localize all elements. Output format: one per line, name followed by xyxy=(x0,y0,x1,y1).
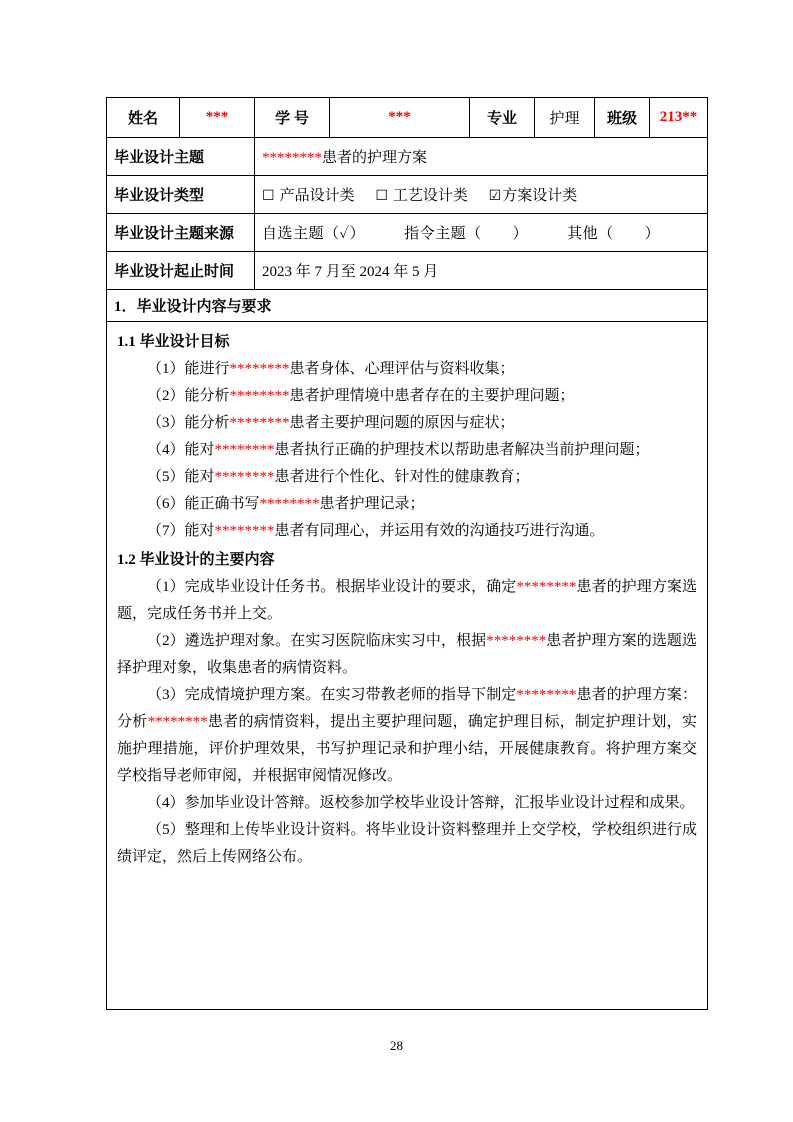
type-option-process xyxy=(375,188,468,204)
main-content-item xyxy=(117,682,697,790)
goal-text: 患者护理记录； xyxy=(319,496,425,512)
masked-text: ******** xyxy=(259,496,320,512)
masked-text: ******** xyxy=(214,523,275,539)
masked-text: ******** xyxy=(214,469,275,485)
type-option-label: 工艺设计类 xyxy=(392,188,468,204)
topic-value xyxy=(255,138,708,176)
checkbox-unchecked-icon: ☐ xyxy=(262,188,275,204)
goal-text: 患者主要护理问题的原因与症状； xyxy=(289,415,515,431)
paragraph-text: 患者的护理方案：分析 xyxy=(117,687,697,730)
major-value: 护理 xyxy=(535,98,595,138)
goals-heading: 1.1 毕业设计目标 xyxy=(117,334,230,350)
paragraph-text: （3）完成情境护理方案。在实习带教老师的指导下制定 xyxy=(147,687,517,703)
goal-item xyxy=(117,518,697,545)
main-content-heading: 1.2 毕业设计的主要内容 xyxy=(117,552,275,568)
page-number: 28 xyxy=(390,1038,403,1053)
goal-item xyxy=(117,356,697,383)
class-label: 班级 xyxy=(595,98,650,138)
section1-heading: 1．毕业设计内容与要求 xyxy=(107,290,708,322)
section1-content xyxy=(107,322,708,1010)
masked-text: ******** xyxy=(486,633,547,649)
masked-text: ******** xyxy=(262,150,322,166)
paragraph-text: 患者护理方案的选题选择护理对象，收集患者的病情资料。 xyxy=(117,633,697,676)
masked-text: ******** xyxy=(214,442,275,458)
paragraph-text: （4）参加毕业设计答辩。返校参加学校毕业设计答辩，汇报毕业设计过程和成果。 xyxy=(147,795,695,811)
checkbox-unchecked-icon: ☐ xyxy=(375,188,388,204)
paragraph-text: 患者的护理方案选题，完成任务书并上交。 xyxy=(117,579,697,622)
type-option-plan xyxy=(489,188,578,204)
goal-text: （4）能对 xyxy=(147,442,215,458)
student-info-row xyxy=(107,98,708,138)
main-content-item xyxy=(117,790,697,817)
student-id-label: 学 号 xyxy=(255,98,330,138)
paragraph-text: （1）完成毕业设计任务书。根据毕业设计的要求，确定 xyxy=(147,579,517,595)
goal-item xyxy=(117,491,697,518)
paragraph-text: （5）整理和上传毕业设计资料。将毕业设计资料整理并上交学校，学校组织进行成绩评定，然后上传网络公布。 xyxy=(117,822,697,865)
student-id-value: *** xyxy=(330,98,470,138)
masked-text: ******** xyxy=(516,579,577,595)
goal-text: （1）能进行 xyxy=(147,361,230,377)
type-options xyxy=(255,176,708,214)
type-option-label: 方案设计类 xyxy=(502,188,578,204)
masked-text: ******** xyxy=(229,415,290,431)
goal-item xyxy=(117,464,697,491)
type-option-label: 产品设计类 xyxy=(279,188,355,204)
topic-label: 毕业设计主题 xyxy=(107,138,255,176)
type-label: 毕业设计类型 xyxy=(107,176,255,214)
goal-text: （7）能对 xyxy=(147,523,215,539)
paragraph-text: （2）遴选护理对象。在实习医院临床实习中，根据 xyxy=(147,633,487,649)
section1-content-row xyxy=(107,322,708,1010)
source-label: 毕业设计主题来源 xyxy=(107,214,255,252)
goal-item xyxy=(117,410,697,437)
masked-text: ******** xyxy=(516,687,577,703)
paragraph-text: 患者的病情资料，提出主要护理问题，确定护理目标，制定护理计划，实施护理措施，评价护理效果，书写护理记录和护理小结，开展健康教育。将护理方案交学校指导老师审阅，并根据审阅情况修改。 xyxy=(117,714,697,784)
goal-text: 患者护理情境中患者存在的主要护理问题； xyxy=(289,388,575,404)
topic-value-text: 患者的护理方案 xyxy=(322,150,428,166)
goal-item xyxy=(117,437,697,464)
main-content-item xyxy=(117,628,697,682)
time-label: 毕业设计起止时间 xyxy=(107,252,255,290)
name-label: 姓名 xyxy=(107,98,180,138)
goal-text: 患者执行正确的护理技术以帮助患者解决当前护理问题； xyxy=(274,442,650,458)
masked-text: ******** xyxy=(147,714,208,730)
goal-text: （3）能分析 xyxy=(147,415,230,431)
time-value: 2023 年 7 月至 2024 年 5 月 xyxy=(255,252,708,290)
major-label: 专业 xyxy=(470,98,535,138)
masked-text: ******** xyxy=(229,361,290,377)
goal-text: （5）能对 xyxy=(147,469,215,485)
name-value: *** xyxy=(180,98,255,138)
thesis-info-form xyxy=(106,97,708,1010)
goal-text: （6）能正确书写 xyxy=(147,496,260,512)
goal-item xyxy=(117,383,697,410)
goal-text: 患者进行个性化、针对性的健康教育； xyxy=(274,469,530,485)
type-option-product xyxy=(262,188,355,204)
time-row xyxy=(107,252,708,290)
checkbox-checked-icon: ☑ xyxy=(488,188,502,204)
main-content-item xyxy=(117,574,697,628)
section1-heading-row xyxy=(107,290,708,322)
source-value: 自选主题（✓） 指令主题（ ） 其他（ ） xyxy=(255,214,708,252)
class-value: 213** xyxy=(650,98,708,138)
goal-text: 患者身体、心理评估与资料收集； xyxy=(289,361,515,377)
goal-text: （2）能分析 xyxy=(147,388,230,404)
masked-text: ******** xyxy=(229,388,290,404)
goal-text: 患者有同理心，并运用有效的沟通技巧进行沟通。 xyxy=(274,523,605,539)
main-content-item xyxy=(117,817,697,871)
topic-row xyxy=(107,138,708,176)
source-row xyxy=(107,214,708,252)
type-row xyxy=(107,176,708,214)
